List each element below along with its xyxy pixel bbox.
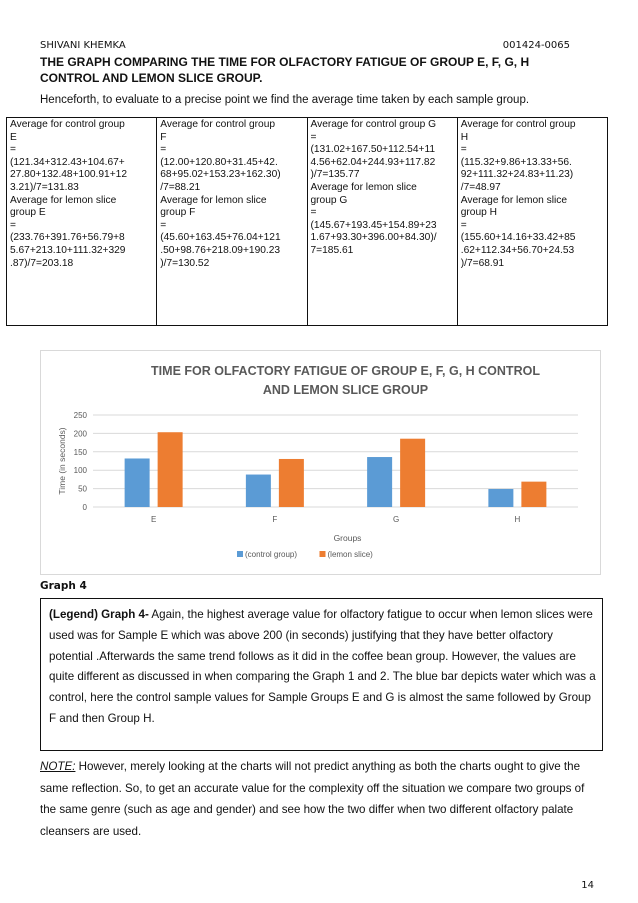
bar-lemon-g <box>400 439 425 507</box>
x-tick-label: H <box>514 515 521 524</box>
cell-line: Average for control group <box>460 119 576 130</box>
legend-swatch <box>237 551 243 557</box>
y-tick-label: 0 <box>82 503 87 512</box>
x-tick-label: F <box>272 515 278 524</box>
legend-text: Again, the highest average value for olfactory fatigue to occur when lemon slices were used was for Sample E which was above 200 (in seconds) justifying that they have better olfactory potential .Afterwards the same trend follows as it did in the coffee bean group. However, the values are quite different as discussed in when comparing the Graph 1 and 2. The blue bar depicts water which was a control, here the control sample values for Sample Groups E and G is almost the same followed by Group F and then Group H. <box>49 608 596 725</box>
x-tick-label: G <box>393 515 400 524</box>
chart-title-line: TIME FOR OLFACTORY FATIGUE OF GROUP E, F, G, H CONTROL <box>151 364 540 378</box>
cell-line: Average for lemon slice <box>460 194 568 206</box>
note-text: However, merely looking at the charts will not predict anything as both the charts ought to give the same reflection. So, to get an accurate value for the complexity off the situation we compare two groups of the same genre (such as age and gender) and see how the two differ when two different olfactory palate cleansers are used. <box>40 760 585 838</box>
bar-lemon-h <box>521 482 546 507</box>
cell-line: = <box>10 144 16 156</box>
cell-line: Average for lemon slice <box>310 181 417 193</box>
cell-line: Average for control group G <box>310 119 437 130</box>
average-cell-f <box>157 118 307 326</box>
page-number: 14 <box>581 880 594 891</box>
cell-line: )/7=68.91 <box>460 257 505 269</box>
cell-line: = <box>10 219 16 231</box>
cell-line: = <box>460 219 467 231</box>
note-paragraph <box>40 756 600 842</box>
cell-line: Average for control group <box>160 119 276 130</box>
page-title: THE GRAPH COMPARING THE TIME FOR OLFACTORY FATIGUE OF GROUP E, F, G, H CONTROL AND LEMON SLICE GROUP. <box>40 55 530 85</box>
header-student-id: 001424-0065 <box>502 40 570 51</box>
cell-line: group G <box>310 194 348 206</box>
x-tick-label: E <box>150 515 157 524</box>
legend-lead: (Legend) Graph 4- <box>49 608 149 621</box>
cell-line: 7=185.61 <box>310 244 354 256</box>
cell-line: 1.67+93.30+396.00+84.30)/ <box>310 232 437 244</box>
cell-line: 27.80+132.48+100.91+12 <box>10 169 127 181</box>
cell-line: = <box>310 207 317 219</box>
y-axis-label: Time (in seconds) <box>57 427 67 495</box>
cell-line: (121.34+312.43+104.67+ <box>10 156 125 168</box>
graph-label: Graph 4 <box>40 580 87 592</box>
cell-line: (131.02+167.50+112.54+11 <box>310 144 436 156</box>
cell-line: F <box>160 131 167 143</box>
cell-line: group F <box>160 207 196 219</box>
y-tick-label: 150 <box>73 447 87 457</box>
bar-control-e <box>125 458 150 507</box>
cell-line: (233.76+391.76+56.79+8 <box>10 232 125 244</box>
averages-table <box>6 117 608 326</box>
bar-control-h <box>488 489 513 507</box>
bar-lemon-e <box>158 432 183 507</box>
cell-line: (145.67+193.45+154.89+23 <box>310 219 437 231</box>
intro-paragraph: Henceforth, to evaluate to a precise point we find the average time taken by each sample group. <box>40 94 530 106</box>
cell-line: group H <box>460 207 497 219</box>
cell-line: Average for control group <box>10 119 125 130</box>
bar-control-f <box>246 475 271 507</box>
y-tick-label: 50 <box>78 484 87 494</box>
cell-line: /7=48.97 <box>460 181 501 193</box>
average-cell-h <box>457 118 607 326</box>
cell-line: .87)/7=203.18 <box>10 257 74 269</box>
cell-line: (115.32+9.86+13.33+56. <box>460 156 572 168</box>
cell-line: = <box>160 219 167 231</box>
cell-line: 3.21)/7=131.83 <box>10 181 79 193</box>
cell-line: E <box>10 131 17 143</box>
cell-line: Average for lemon slice <box>10 194 117 206</box>
cell-line: )/7=135.77 <box>310 169 360 181</box>
cell-line: Average for lemon slice <box>160 194 267 206</box>
chart-frame <box>40 350 601 575</box>
cell-line: (12.00+120.80+31.45+42. <box>160 156 278 168</box>
y-tick-label: 100 <box>73 466 87 476</box>
cell-line: H <box>460 131 469 143</box>
bar-chart <box>41 351 602 576</box>
cell-line: .50+98.76+218.09+190.23 <box>160 244 281 256</box>
legend-entry: (lemon slice) <box>327 550 373 559</box>
averages-row <box>7 118 608 326</box>
legend-entry: (control group) <box>245 550 298 559</box>
cell-line: (45.60+163.45+76.04+121 <box>160 232 281 244</box>
header-author: SHIVANI KHEMKA <box>40 40 126 51</box>
cell-line: 5.67+213.10+111.32+329 <box>10 244 126 256</box>
chart-title-line: AND LEMON SLICE GROUP <box>262 383 429 397</box>
cell-line: (155.60+14.16+33.42+85 <box>460 232 576 244</box>
cell-line: = <box>160 144 167 156</box>
cell-line: /7=88.21 <box>160 181 201 193</box>
cell-line: 68+95.02+153.23+162.30) <box>160 169 281 181</box>
cell-line: .62+112.34+56.70+24.53 <box>460 244 575 256</box>
note-label: NOTE: <box>40 760 76 773</box>
bar-lemon-f <box>279 459 304 507</box>
average-cell-e <box>7 118 157 326</box>
legend-swatch <box>320 551 326 557</box>
cell-line: )/7=130.52 <box>160 257 210 269</box>
y-tick-label: 200 <box>73 429 87 439</box>
y-tick-label: 250 <box>73 411 87 420</box>
cell-line: 92+111.32+24.83+11.23) <box>460 169 574 181</box>
cell-line: group E <box>10 207 46 219</box>
average-cell-g <box>307 118 457 326</box>
cell-line: 4.56+62.04+244.93+117.82 <box>310 156 436 168</box>
legend-box <box>40 598 603 751</box>
bar-control-g <box>367 457 392 507</box>
cell-line: = <box>460 144 467 156</box>
cell-line: = <box>310 131 317 143</box>
x-axis-label: Groups <box>333 533 362 543</box>
